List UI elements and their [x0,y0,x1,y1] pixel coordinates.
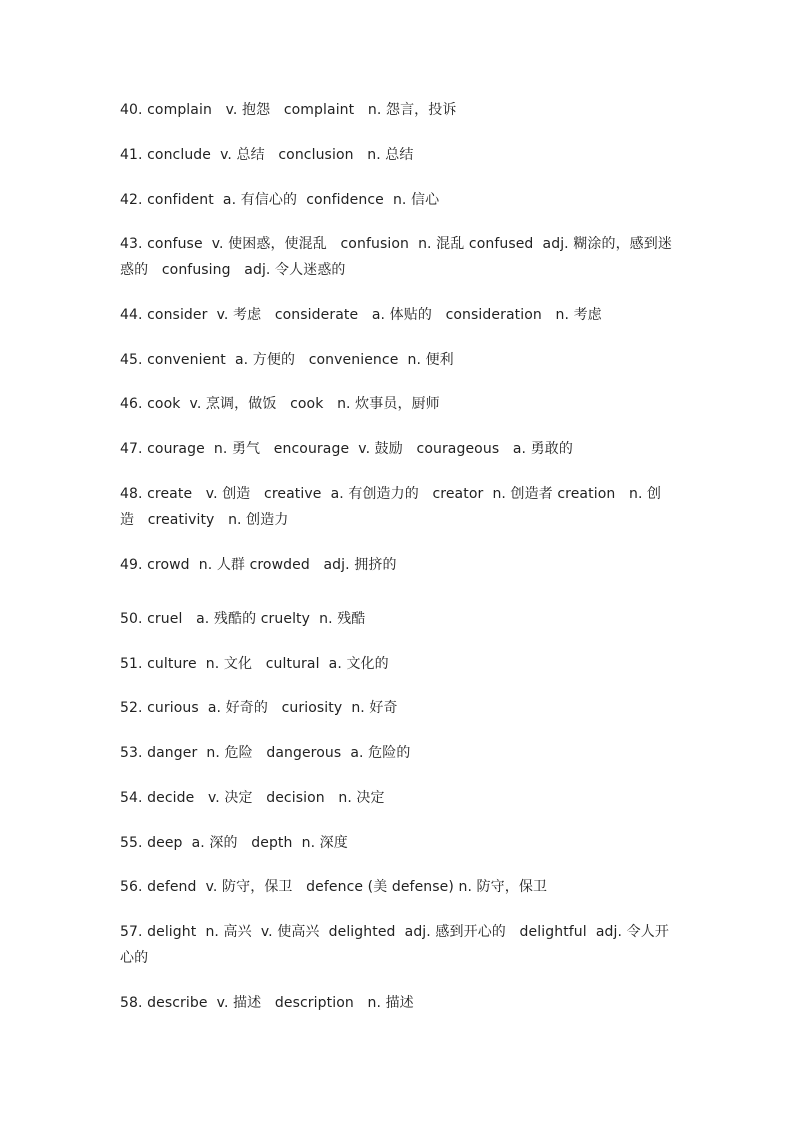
vocab-entry-57: 57. delight n. 高兴 v. 使高兴 delighted adj. 感到开心的 delightful adj. 令人开心的 [120,924,669,966]
vocab-entry-48: 48. create v. 创造 creative a. 有创造力的 creator n. 创造者 creation n. 创造 creativity n. 创造力 [120,486,662,528]
vocab-entry-44: 44. consider v. 考虑 considerate a. 体贴的 consideration n. 考虑 [120,307,602,323]
vocab-entry-53: 53. danger n. 危险 dangerous a. 危险的 [120,745,411,761]
vocab-entry-47: 47. courage n. 勇气 encourage v. 鼓励 courageous a. 勇敢的 [120,441,573,457]
vocab-entry-45: 45. convenient a. 方便的 convenience n. 便利 [120,352,454,368]
vocab-entry-49: 49. crowd n. 人群 crowded adj. 拥挤的 [120,557,397,573]
vocab-entry-58: 58. describe v. 描述 description n. 描述 [120,995,414,1011]
vocab-entry-51: 51. culture n. 文化 cultural a. 文化的 [120,656,389,672]
vocab-entry-46: 46. cook v. 烹调，做饭 cook n. 炊事员，厨师 [120,396,440,412]
vocab-entry-56: 56. defend v. 防守，保卫 defence (美 defense) n. 防守，保卫 [120,879,548,895]
vocab-entry-54: 54. decide v. 决定 decision n. 决定 [120,790,385,806]
vocab-entry-43: 43. confuse v. 使困惑，使混乱 confusion n. 混乱 confused adj. 糊涂的，感到迷惑的 confusing adj. 令人迷惑的 [120,236,672,278]
vocab-entry-42: 42. confident a. 有信心的 confidence n. 信心 [120,192,440,208]
vocab-entry-52: 52. curious a. 好奇的 curiosity n. 好奇 [120,700,398,716]
vocab-entry-41: 41. conclude v. 总结 conclusion n. 总结 [120,147,414,163]
vocab-entry-55: 55. deep a. 深的 depth n. 深度 [120,835,348,851]
vocab-entry-50: 50. cruel a. 残酷的 cruelty n. 残酷 [120,611,366,627]
vocab-entry-40: 40. complain v. 抱怨 complaint n. 怨言，投诉 [120,102,457,118]
